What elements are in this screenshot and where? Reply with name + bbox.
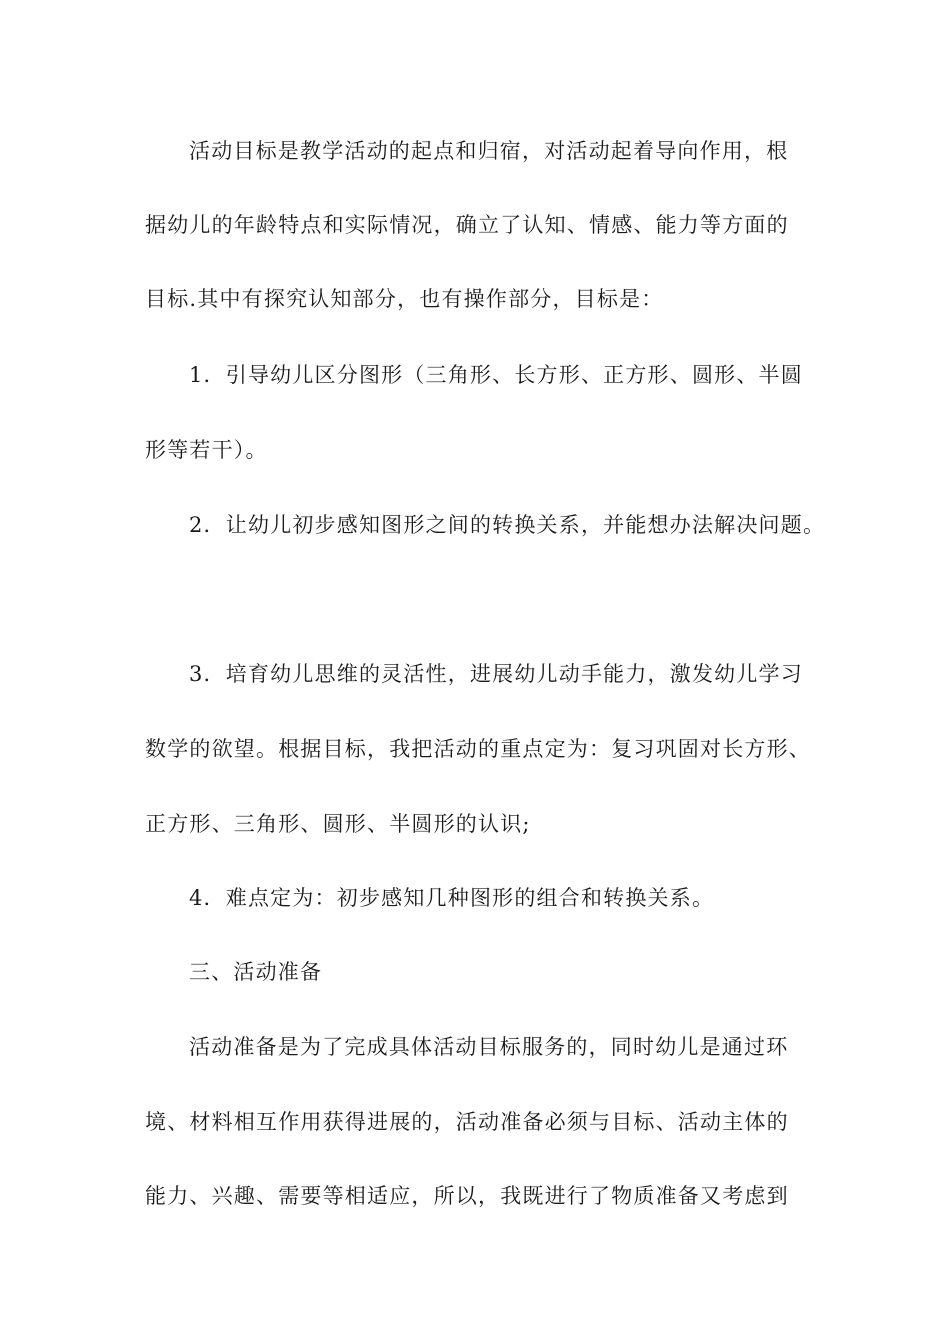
paragraph-line: 活动目标是教学活动的起点和归宿，对活动起着导向作用，根 [189, 139, 789, 163]
paragraph-line: 能力、兴趣、需要等相适应，所以，我既进行了物质准备又考虑到 [145, 1184, 789, 1208]
paragraph-line: 据幼儿的年龄特点和实际情况，确立了认知、情感、能力等方面的 [145, 213, 789, 237]
paragraph-line: 境、材料相互作用获得进展的，活动准备必须与目标、活动主体的 [145, 1110, 789, 1134]
paragraph-line: 目标.其中有探究认知部分，也有操作部分，目标是： [145, 287, 664, 311]
paragraph-line: 正方形、三角形、圆形、半圆形的认识; [145, 812, 531, 836]
list-item-line: 4．难点定为：初步感知几种图形的组合和转换关系。 [189, 886, 715, 910]
list-item-line: 2．让幼儿初步感知图形之间的转换关系，并能想办法解决问题。 [189, 513, 826, 537]
list-item-line: 形等若干）。 [145, 438, 268, 462]
paragraph-line: 数学的欲望。根据目标，我把活动的重点定为：复习巩固对长方形、 [145, 737, 811, 761]
list-item-line: 3．培育幼儿思维的灵活性，进展幼儿动手能力，激发幼儿学习 [189, 662, 803, 686]
section-heading: 三、活动准备 [189, 960, 323, 984]
paragraph-line: 活动准备是为了完成具体活动目标服务的，同时幼儿是通过环 [189, 1035, 789, 1059]
list-item-line: 1．引导幼儿区分图形（三角形、长方形、正方形、圆形、半圆 [189, 363, 803, 387]
